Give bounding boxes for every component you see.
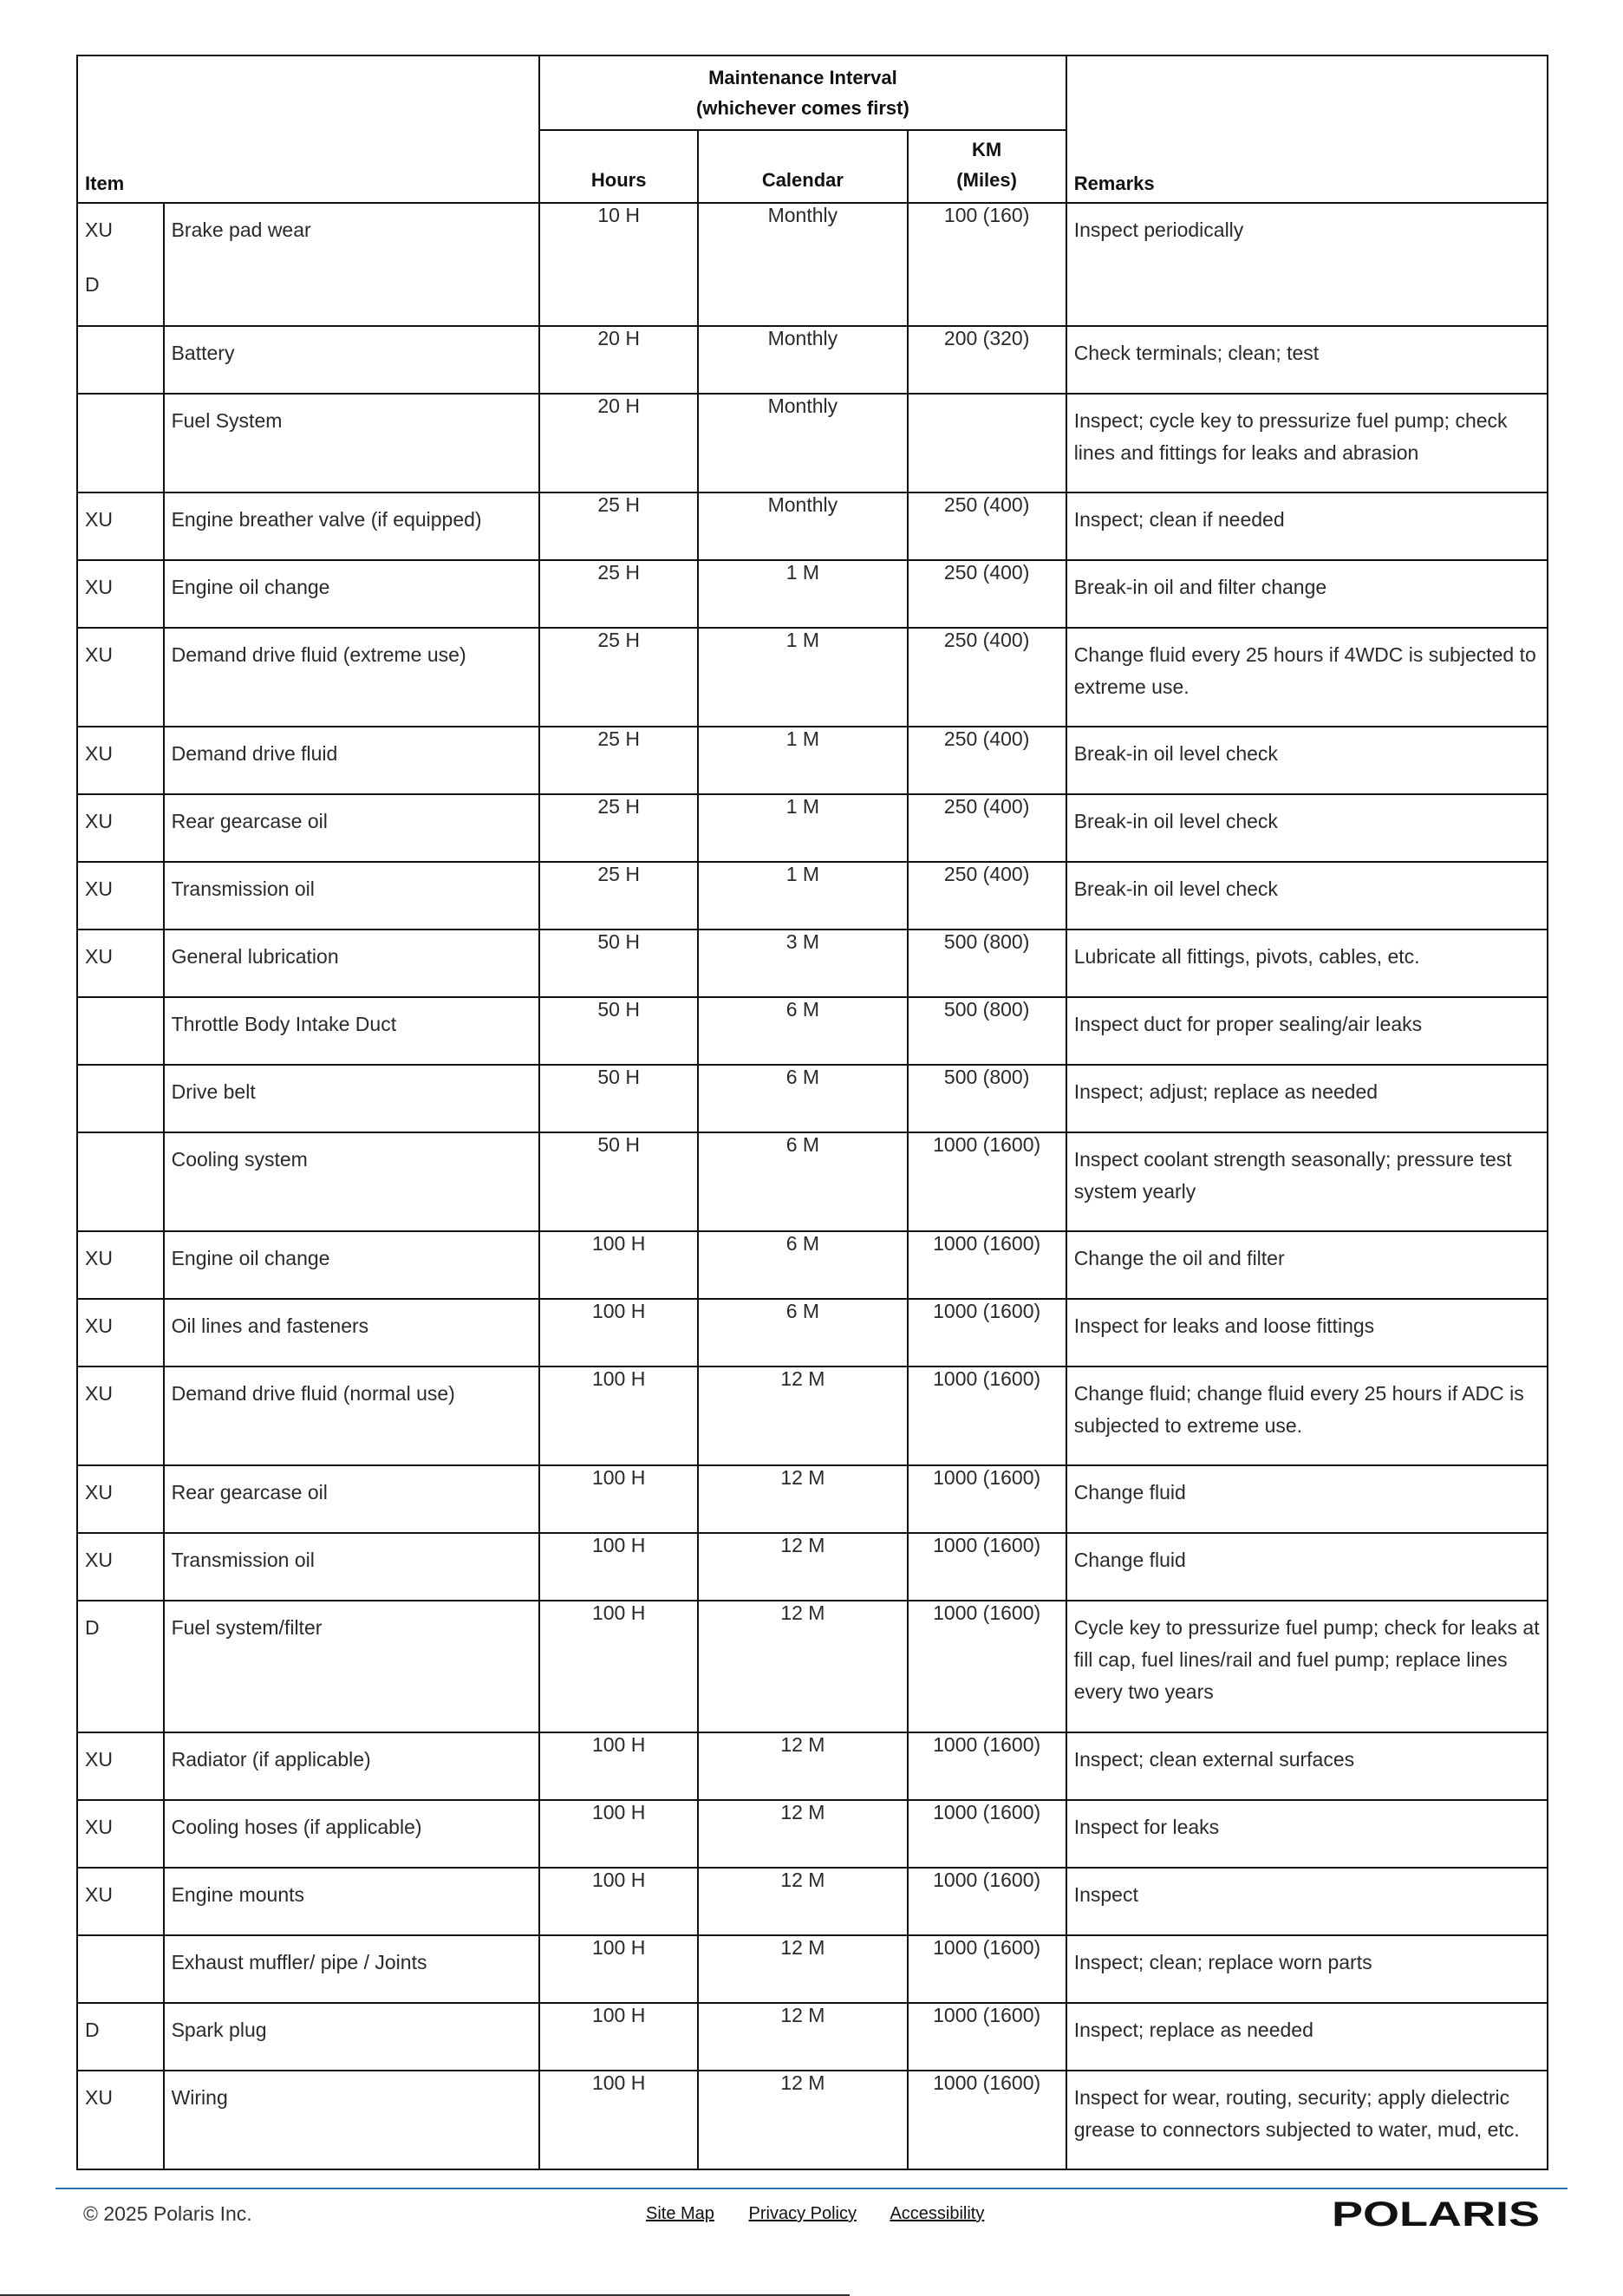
table-row bbox=[77, 997, 1548, 1065]
table-row bbox=[77, 2003, 1548, 2071]
code-label: XU bbox=[85, 945, 113, 968]
cell-calendar: 1 M bbox=[698, 727, 907, 794]
code-label: XU bbox=[85, 643, 113, 666]
code-label: D bbox=[85, 1616, 100, 1639]
table-row bbox=[77, 794, 1548, 862]
cell-hours: 100 H bbox=[539, 2003, 698, 2071]
cell-km: 1000 (1600) bbox=[908, 1299, 1066, 1367]
cell-item: Demand drive fluid (extreme use) bbox=[164, 628, 540, 727]
table-row bbox=[77, 1299, 1548, 1367]
cell-calendar: Monthly bbox=[698, 326, 907, 394]
cell-calendar: 3 M bbox=[698, 929, 907, 997]
code-label: XU bbox=[85, 2086, 113, 2109]
table-row bbox=[77, 1367, 1548, 1465]
table-row bbox=[77, 203, 1548, 326]
header-calendar: Calendar bbox=[698, 130, 907, 203]
cell-item: Engine breather valve (if equipped) bbox=[164, 492, 540, 560]
cell-km: 1000 (1600) bbox=[908, 1367, 1066, 1465]
cell-code bbox=[77, 492, 164, 560]
cell-remarks: Inspect; clean external surfaces bbox=[1066, 1732, 1548, 1800]
table-row bbox=[77, 628, 1548, 727]
cell-code bbox=[77, 1132, 164, 1231]
cell-item: Engine oil change bbox=[164, 560, 540, 628]
cell-code bbox=[77, 2071, 164, 2169]
cell-calendar: 12 M bbox=[698, 2003, 907, 2071]
cell-code bbox=[77, 1367, 164, 1465]
cell-calendar: 6 M bbox=[698, 997, 907, 1065]
header-maintenance-interval bbox=[539, 55, 1066, 130]
cell-km: 250 (400) bbox=[908, 560, 1066, 628]
table-row bbox=[77, 2071, 1548, 2169]
cell-calendar: 1 M bbox=[698, 560, 907, 628]
cell-remarks: Inspect; replace as needed bbox=[1066, 2003, 1548, 2071]
cell-calendar: 6 M bbox=[698, 1231, 907, 1299]
cell-km: 200 (320) bbox=[908, 326, 1066, 394]
cell-calendar: Monthly bbox=[698, 492, 907, 560]
cell-hours: 100 H bbox=[539, 1935, 698, 2003]
cell-remarks: Inspect; clean; replace worn parts bbox=[1066, 1935, 1548, 2003]
cell-hours: 10 H bbox=[539, 203, 698, 326]
cell-hours: 25 H bbox=[539, 560, 698, 628]
code-label: XU bbox=[85, 877, 113, 900]
cell-code bbox=[77, 862, 164, 929]
cell-hours: 20 H bbox=[539, 394, 698, 492]
cell-item: Battery bbox=[164, 326, 540, 394]
cell-km: 1000 (1600) bbox=[908, 1601, 1066, 1732]
cell-item: Oil lines and fasteners bbox=[164, 1299, 540, 1367]
code-label: XU bbox=[85, 1816, 113, 1838]
header-interval-subtitle: (whichever comes first) bbox=[696, 97, 909, 119]
code-label: XU bbox=[85, 219, 113, 241]
cell-remarks: Change fluid; change fluid every 25 hours if ADC is subjected to extreme use. bbox=[1066, 1367, 1548, 1465]
cell-code bbox=[77, 326, 164, 394]
cell-hours: 100 H bbox=[539, 1601, 698, 1732]
cell-hours: 100 H bbox=[539, 1732, 698, 1800]
table-row bbox=[77, 862, 1548, 929]
cell-code bbox=[77, 1732, 164, 1800]
cell-code bbox=[77, 1465, 164, 1533]
table-row bbox=[77, 492, 1548, 560]
maintenance-schedule-table bbox=[76, 55, 1548, 2170]
cell-remarks: Break-in oil level check bbox=[1066, 727, 1548, 794]
cell-remarks: Change fluid bbox=[1066, 1465, 1548, 1533]
cell-remarks: Inspect duct for proper sealing/air leaks bbox=[1066, 997, 1548, 1065]
cell-code bbox=[77, 203, 164, 326]
cell-calendar: 12 M bbox=[698, 1367, 907, 1465]
code-label: XU bbox=[85, 810, 113, 832]
cell-code bbox=[77, 560, 164, 628]
table-row bbox=[77, 1065, 1548, 1132]
code-label: XU bbox=[85, 1549, 113, 1571]
header-km bbox=[908, 130, 1066, 203]
polaris-logo[interactable] bbox=[1332, 2197, 1540, 2230]
cell-remarks: Change the oil and filter bbox=[1066, 1231, 1548, 1299]
cell-km: 250 (400) bbox=[908, 794, 1066, 862]
footer-copyright: © 2025 Polaris Inc. bbox=[83, 2202, 252, 2225]
cell-calendar: 12 M bbox=[698, 1935, 907, 2003]
cell-item: Rear gearcase oil bbox=[164, 1465, 540, 1533]
table-row bbox=[77, 1732, 1548, 1800]
footer-divider bbox=[55, 2188, 1568, 2189]
header-hours: Hours bbox=[539, 130, 698, 203]
table-row bbox=[77, 1465, 1548, 1533]
cell-code bbox=[77, 997, 164, 1065]
table-row bbox=[77, 1132, 1548, 1231]
cell-calendar: 1 M bbox=[698, 628, 907, 727]
cell-item: Exhaust muffler/ pipe / Joints bbox=[164, 1935, 540, 2003]
cell-hours: 100 H bbox=[539, 1465, 698, 1533]
code-label: XU bbox=[85, 508, 113, 531]
cell-hours: 100 H bbox=[539, 1299, 698, 1367]
cell-hours: 25 H bbox=[539, 628, 698, 727]
cell-remarks: Change fluid bbox=[1066, 1533, 1548, 1601]
cell-hours: 100 H bbox=[539, 2071, 698, 2169]
cell-item: Throttle Body Intake Duct bbox=[164, 997, 540, 1065]
cell-remarks: Break-in oil level check bbox=[1066, 794, 1548, 862]
cell-hours: 25 H bbox=[539, 492, 698, 560]
cell-item: Cooling hoses (if applicable) bbox=[164, 1800, 540, 1868]
table-row bbox=[77, 560, 1548, 628]
code-label: XU bbox=[85, 1247, 113, 1269]
cell-code bbox=[77, 929, 164, 997]
cell-calendar: Monthly bbox=[698, 394, 907, 492]
table-row bbox=[77, 394, 1548, 492]
cell-item: Demand drive fluid (normal use) bbox=[164, 1367, 540, 1465]
cell-calendar: 12 M bbox=[698, 1800, 907, 1868]
table-row bbox=[77, 727, 1548, 794]
code-label: D bbox=[85, 2019, 100, 2041]
cell-item: Fuel System bbox=[164, 394, 540, 492]
cell-hours: 50 H bbox=[539, 929, 698, 997]
cell-km: 1000 (1600) bbox=[908, 1231, 1066, 1299]
cell-remarks: Inspect coolant strength seasonally; pressure test system yearly bbox=[1066, 1132, 1548, 1231]
code-label: XU bbox=[85, 1314, 113, 1337]
cell-hours: 50 H bbox=[539, 1132, 698, 1231]
cell-remarks: Change fluid every 25 hours if 4WDC is subjected to extreme use. bbox=[1066, 628, 1548, 727]
cell-item: Wiring bbox=[164, 2071, 540, 2169]
cell-remarks: Inspect; clean if needed bbox=[1066, 492, 1548, 560]
table-body bbox=[77, 203, 1548, 2169]
table-row bbox=[77, 1533, 1548, 1601]
cell-hours: 100 H bbox=[539, 1800, 698, 1868]
cell-item: Fuel system/filter bbox=[164, 1601, 540, 1732]
cell-km: 100 (160) bbox=[908, 203, 1066, 326]
table-header bbox=[77, 55, 1548, 203]
cell-hours: 50 H bbox=[539, 1065, 698, 1132]
cell-item: Transmission oil bbox=[164, 1533, 540, 1601]
cell-remarks: Inspect for leaks and loose fittings bbox=[1066, 1299, 1548, 1367]
cell-km: 1000 (1600) bbox=[908, 1935, 1066, 2003]
cell-km: 250 (400) bbox=[908, 492, 1066, 560]
cell-remarks: Inspect periodically bbox=[1066, 203, 1548, 326]
cell-calendar: Monthly bbox=[698, 203, 907, 326]
cell-item: Radiator (if applicable) bbox=[164, 1732, 540, 1800]
cell-hours: 25 H bbox=[539, 794, 698, 862]
cell-code bbox=[77, 1800, 164, 1868]
code-label: XU bbox=[85, 1382, 113, 1405]
cell-km: 1000 (1600) bbox=[908, 2003, 1066, 2071]
header-km-label: KM bbox=[972, 139, 1002, 160]
cell-calendar: 12 M bbox=[698, 1868, 907, 1935]
header-miles-label: (Miles) bbox=[956, 169, 1017, 191]
cell-km: 500 (800) bbox=[908, 997, 1066, 1065]
cell-code bbox=[77, 794, 164, 862]
cell-hours: 25 H bbox=[539, 727, 698, 794]
cell-item: Engine oil change bbox=[164, 1231, 540, 1299]
code-label: XU bbox=[85, 576, 113, 598]
code-label: XU bbox=[85, 1748, 113, 1771]
cell-item: Rear gearcase oil bbox=[164, 794, 540, 862]
cell-km: 500 (800) bbox=[908, 929, 1066, 997]
cell-remarks: Inspect for leaks bbox=[1066, 1800, 1548, 1868]
cell-code bbox=[77, 1533, 164, 1601]
cell-calendar: 12 M bbox=[698, 1732, 907, 1800]
cell-hours: 100 H bbox=[539, 1367, 698, 1465]
cell-remarks: Inspect for wear, routing, security; apply dielectric grease to connectors subjected to water, mud, etc. bbox=[1066, 2071, 1548, 2169]
cell-hours: 20 H bbox=[539, 326, 698, 394]
header-item: Item bbox=[77, 55, 539, 203]
polaris-logo-text: POLARIS bbox=[1332, 2197, 1540, 2230]
cell-remarks: Break-in oil and filter change bbox=[1066, 560, 1548, 628]
code-label: XU bbox=[85, 1883, 113, 1906]
cell-km: 250 (400) bbox=[908, 628, 1066, 727]
cell-km: 250 (400) bbox=[908, 727, 1066, 794]
cell-km: 1000 (1600) bbox=[908, 1533, 1066, 1601]
cell-remarks: Lubricate all fittings, pivots, cables, etc. bbox=[1066, 929, 1548, 997]
accessibility-link[interactable]: Accessibility bbox=[890, 2204, 985, 2223]
cell-calendar: 6 M bbox=[698, 1299, 907, 1367]
table-row bbox=[77, 1868, 1548, 1935]
cell-code bbox=[77, 1868, 164, 1935]
cell-code bbox=[77, 1231, 164, 1299]
cell-hours: 50 H bbox=[539, 997, 698, 1065]
cell-remarks: Inspect; cycle key to pressurize fuel pump; check lines and fittings for leaks and abrasion bbox=[1066, 394, 1548, 492]
header-interval-title: Maintenance Interval bbox=[708, 67, 897, 88]
cell-calendar: 12 M bbox=[698, 1601, 907, 1732]
cell-remarks: Check terminals; clean; test bbox=[1066, 326, 1548, 394]
table-row bbox=[77, 929, 1548, 997]
cell-calendar: 12 M bbox=[698, 1465, 907, 1533]
cell-code bbox=[77, 1601, 164, 1732]
header-remarks: Remarks bbox=[1066, 55, 1548, 203]
cell-code bbox=[77, 1299, 164, 1367]
cell-km: 1000 (1600) bbox=[908, 2071, 1066, 2169]
cell-item: Drive belt bbox=[164, 1065, 540, 1132]
cell-calendar: 12 M bbox=[698, 1533, 907, 1601]
table-row bbox=[77, 1800, 1548, 1868]
cell-calendar: 1 M bbox=[698, 862, 907, 929]
cell-item: Engine mounts bbox=[164, 1868, 540, 1935]
cell-code bbox=[77, 727, 164, 794]
cell-item: Spark plug bbox=[164, 2003, 540, 2071]
site-map-link[interactable]: Site Map bbox=[646, 2204, 714, 2223]
code-label: XU bbox=[85, 742, 113, 765]
cell-item: Brake pad wear bbox=[164, 203, 540, 326]
table-row bbox=[77, 326, 1548, 394]
cell-km: 1000 (1600) bbox=[908, 1800, 1066, 1868]
cell-hours: 100 H bbox=[539, 1533, 698, 1601]
cell-km: 1000 (1600) bbox=[908, 1868, 1066, 1935]
cell-code bbox=[77, 1065, 164, 1132]
code-label-secondary: D bbox=[85, 273, 100, 296]
cell-km: 1000 (1600) bbox=[908, 1132, 1066, 1231]
privacy-policy-link[interactable]: Privacy Policy bbox=[748, 2204, 857, 2223]
cell-km: 1000 (1600) bbox=[908, 1732, 1066, 1800]
cell-remarks: Break-in oil level check bbox=[1066, 862, 1548, 929]
cell-item: Demand drive fluid bbox=[164, 727, 540, 794]
cell-calendar: 6 M bbox=[698, 1065, 907, 1132]
cell-calendar: 1 M bbox=[698, 794, 907, 862]
cell-remarks: Cycle key to pressurize fuel pump; check for leaks at fill cap, fuel lines/rail and fuel pump; replace lines every two years bbox=[1066, 1601, 1548, 1732]
table-row bbox=[77, 1601, 1548, 1732]
cell-km: 250 (400) bbox=[908, 862, 1066, 929]
code-label: XU bbox=[85, 1481, 113, 1503]
cell-hours: 100 H bbox=[539, 1868, 698, 1935]
cell-hours: 100 H bbox=[539, 1231, 698, 1299]
cell-item: General lubrication bbox=[164, 929, 540, 997]
cell-km: 1000 (1600) bbox=[908, 1465, 1066, 1533]
cell-item: Transmission oil bbox=[164, 862, 540, 929]
cell-code bbox=[77, 394, 164, 492]
table-row bbox=[77, 1935, 1548, 2003]
cell-code bbox=[77, 628, 164, 727]
table-row bbox=[77, 1231, 1548, 1299]
cell-km bbox=[908, 394, 1066, 492]
cell-code bbox=[77, 2003, 164, 2071]
cell-hours: 25 H bbox=[539, 862, 698, 929]
cell-code bbox=[77, 1935, 164, 2003]
cell-km: 500 (800) bbox=[908, 1065, 1066, 1132]
cell-calendar: 6 M bbox=[698, 1132, 907, 1231]
maintenance-table-container bbox=[76, 55, 1548, 2170]
cell-calendar: 12 M bbox=[698, 2071, 907, 2169]
footer-links bbox=[646, 2204, 1014, 2224]
cell-item: Cooling system bbox=[164, 1132, 540, 1231]
cell-remarks: Inspect; adjust; replace as needed bbox=[1066, 1065, 1548, 1132]
cell-remarks: Inspect bbox=[1066, 1868, 1548, 1935]
